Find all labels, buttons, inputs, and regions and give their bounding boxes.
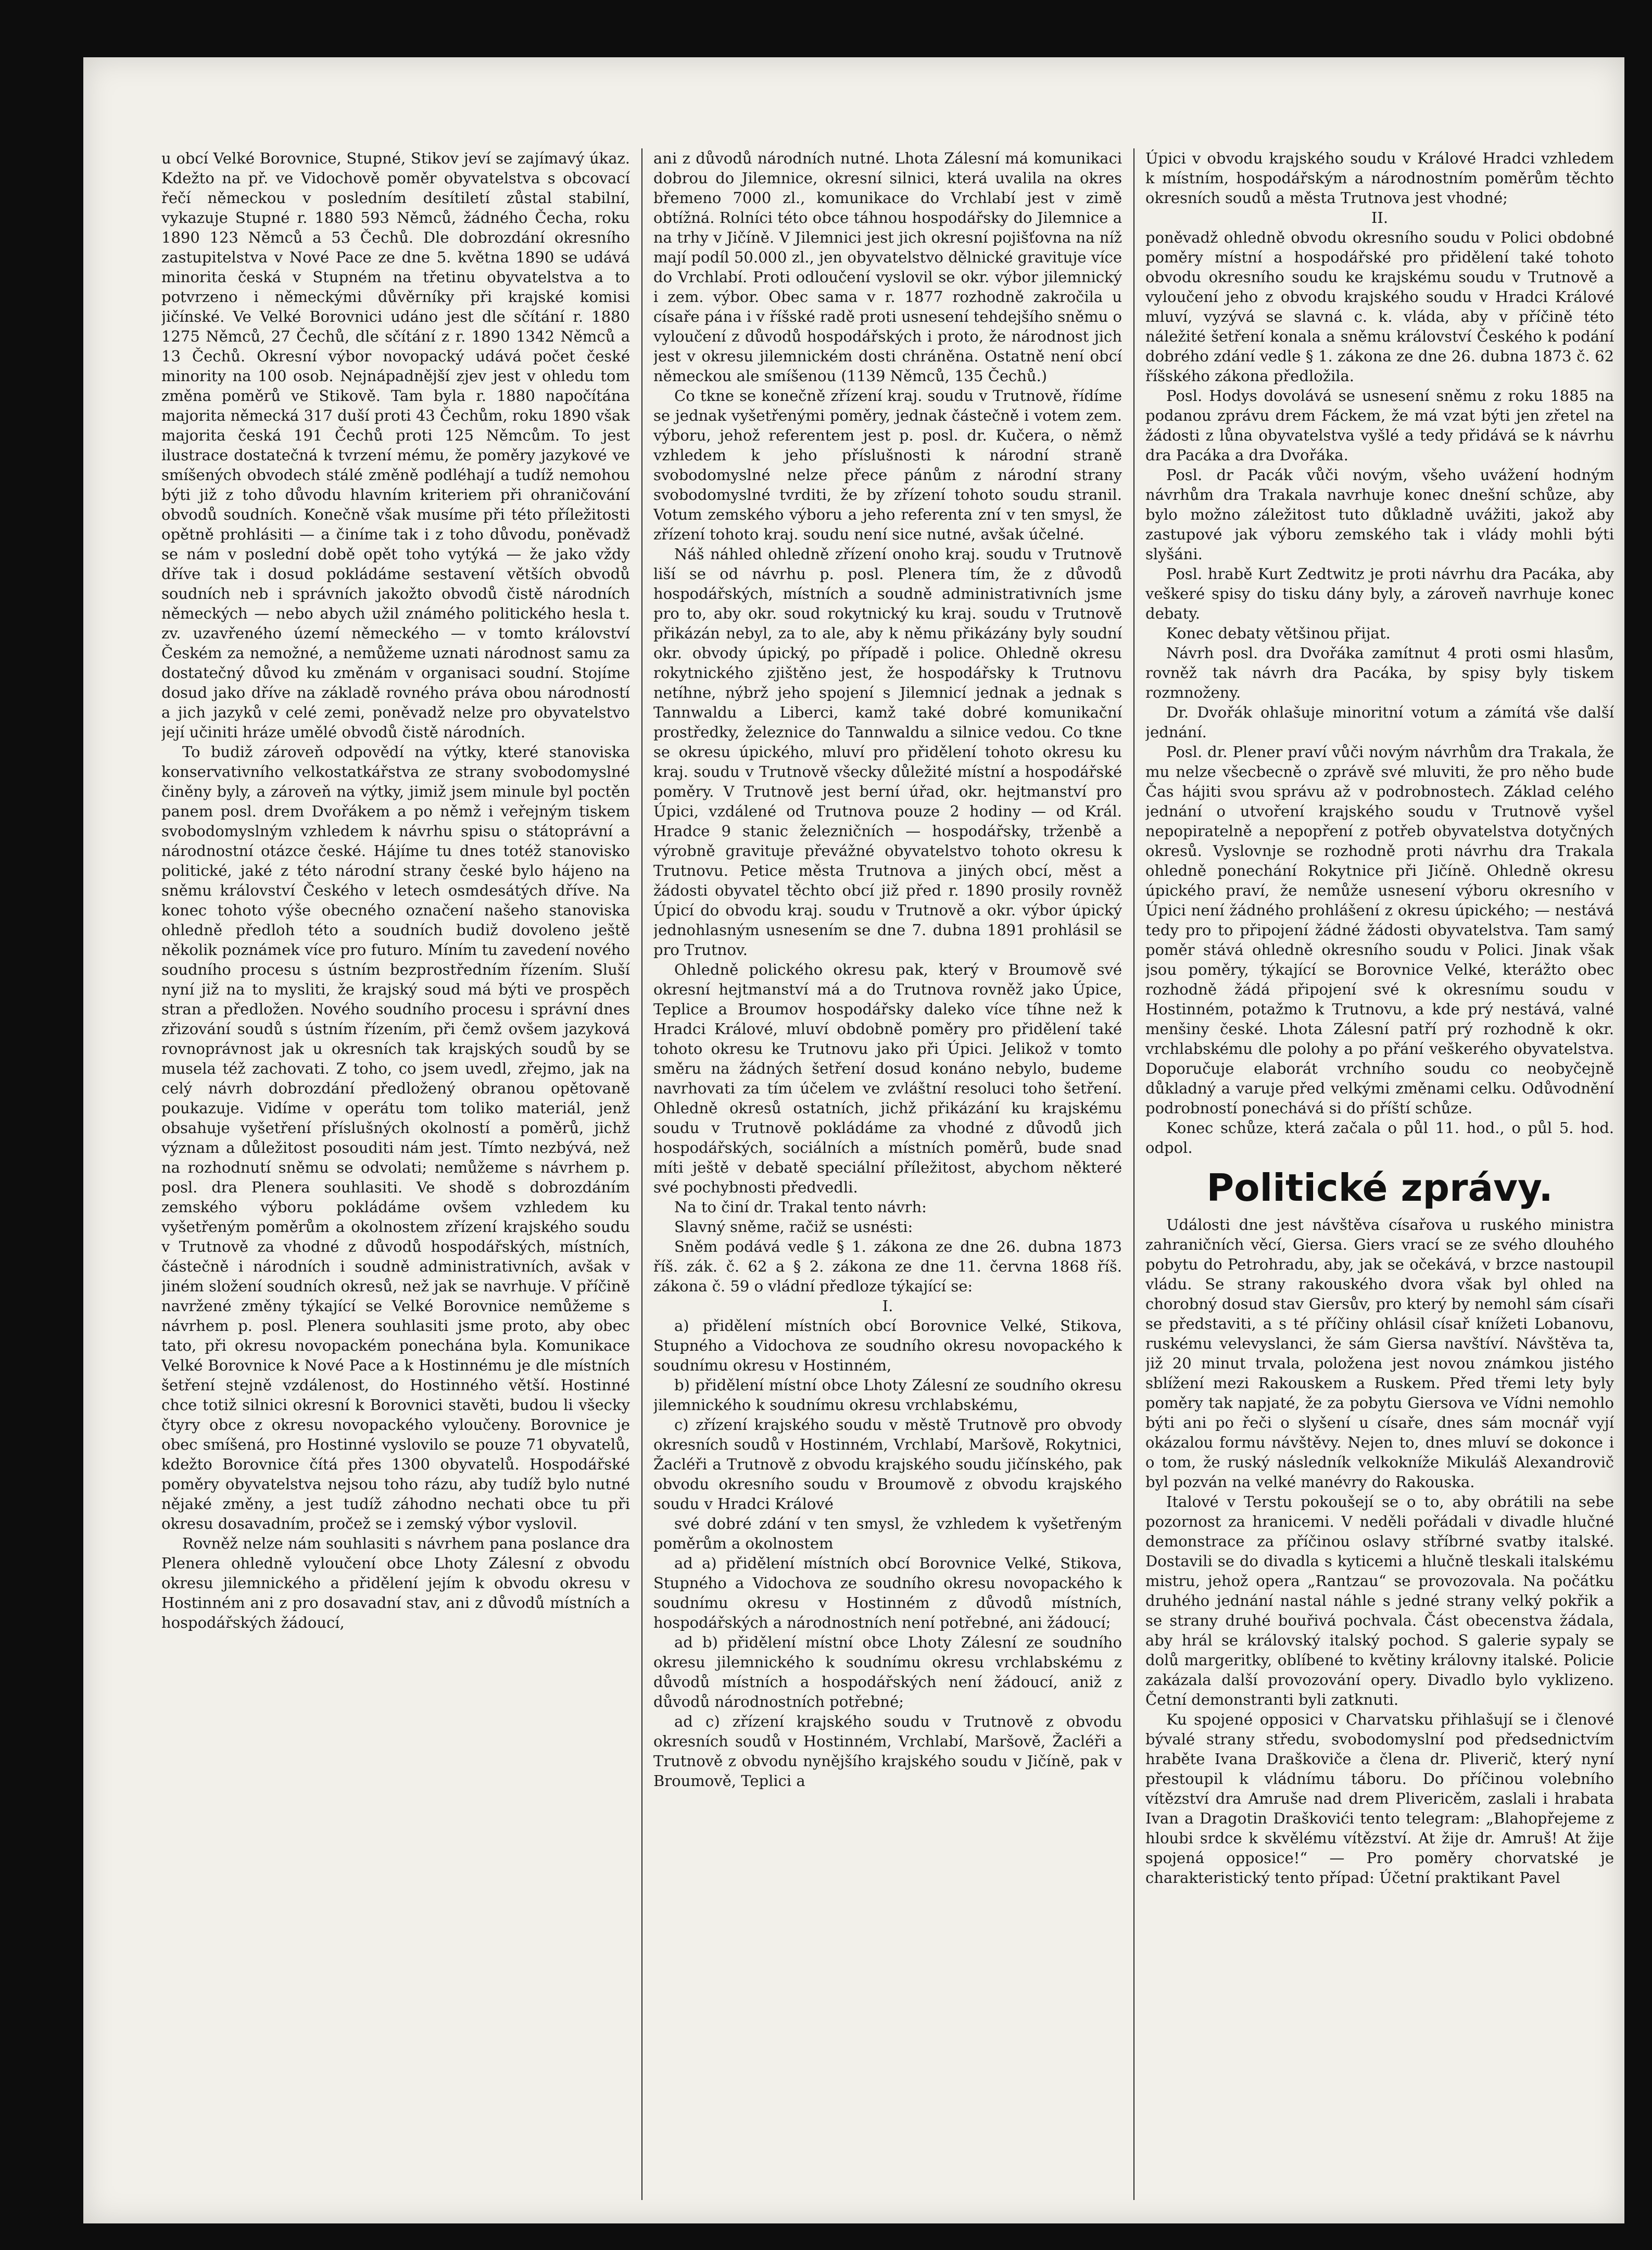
paragraph: ani z důvodů národních nutné. Lhota Zálesní má komunikaci dobrou do Jilemnice, okresní silnici, která uvalila na okres břemeno 7000 zl., komunikace do Vrchlabí jest v zimě obtížná. Rolníci této obce táhnou hospodářsky do Jilemnice a na trhy v Jičíně. V Jilemnici jest jich okresní pojišťovna na níž mají podíl 50.000 zl., jen obyvatelstvo dělnické gravituje více do Vrchlabí. Proti odloučení vyslovil se okr. výbor jilemnický i zem. výbor. Obec sama v r. 1877 rozhodně zakročila u císaře pána i v říšské radě proti usnesení tehdejšího sněmu o vyloučení z důvodů hospodářských i proto, že národnost jich jest v okresu jilemnickém dosti chráněna. Ostatně není obcí německou ale smíšenou (1139 Němců, 135 Čechů.)	[653, 149, 1122, 385]
section-headline: Politické zprávy.	[1206, 1166, 1553, 1210]
column-rule	[641, 148, 642, 2200]
paragraph: Posl. dr. Plener praví vůči novým návrhům dra Trakala, že mu nelze všecbecně o zprávě své mluviti, že pro něho bude Čas hájiti svou správu až v podrobnostech. Základ celého jednání o utvoření krajského soudu v Trutnově vyšel nepopiratelně a nepopření z potřeb obyvatelstva dotyčných okresů. Vyslovnje se rozhodně proti návrhu dra Trakala ohledně ponechání Rokytnice při Jičíně. Ohledně okresu úpického praví, že nemůže usnesení výboru okresního v Úpici není žádného prohlášení z okresu úpického; — nestává tedy pro to připojení žádné žádosti obyvatelstva. Tam samý poměr stává ohledně okresního soudu v Polici. Jinak však jsou poměry, týkající se Borovnice Velké, kterážto obec rozhodně žádá připojení své k okresnímu soudu v Hostinném, potažmo k Trutnovu, a kde prý nestává, valné menšiny české. Lhota Zálesní patří prý rozhodně k okr. vrchlabskému dle polohy a po přání veškerého obyvatelstva. Doporučuje elaborát vrchního soudu co neobyčejně důkladný a varuje před velkými změnami celku. Odůvodnění podrobností ponechává si do příští schůze.	[1145, 743, 1614, 1117]
paragraph: ad b) přidělení místní obce Lhoty Zálesní ze soudního okresu jilemnického k soudnímu okresu vrchlabskému z důvodů místních a hospodářských není žádoucí, aniž z důvodů národnostních potřebné;	[653, 1633, 1122, 1711]
paragraph: Ohledně polického okresu pak, který v Broumově své okresní hejtmanství má a do Trutnova rovněž jako Úpice, Teplice a Broumov hospodářsky daleko více tíhne než k Hradci Králové, mluví obdobně poměry pro přidělení také tohoto okresu ke Trutnovu jako při Úpici. Jelikož v tomto směru na žádných šetření dosud konáno nebylo, budeme navrhovati za tím účelem ve zvláštní resoluci toho šetření. Ohledně okresů ostatních, jichž přikázání ku krajskému soudu v Trutnově pokládáme za vhodné z důvodů jich hospodářských, sociálních a místních poměrů, bude snad míti ještě v debatě speciální příležitost, abychom některé své pochybnosti předvedli.	[653, 961, 1122, 1196]
paragraph: Náš náhled ohledně zřízení onoho kraj. soudu v Trutnově liší se od návrhu p. posl. Plenera tím, že z důvodů hospodářských, místních a soudně administrativních jsme pro to, aby okr. soud rokytnický ku kraj. soudu v Trutnově přikázán nebyl, za to ale, aby k němu přikázány byly soudní okr. obvody úpický, po případě i police. Ohledně okresu rokytnického zjištěno jest, že hospodářsky k Trutnovu netíhne, nýbrž jeho spojení s Jilemnicí jednak a jednak s Tannwaldu a Liberci, kamž také dobré komunikační prostředky, železnice do Tannwaldu a silnice vedou. Co tkne se okresu úpického, mluví pro přidělení tohoto okresu ku kraj. soudu v Trutnově všecky důležité místní a hospodářské poměry. V Trutnově jest berní úřad, okr. hejtmanství pro Úpici, vzdálené od Trutnova pouze 2 hodiny — od Král. Hradce 9 stanic železničních — hospodářsky, trženbě a výrobně gravituje převážné obyvatelstvo tohoto okresu k Trutnovu. Petice města Trutnova a jiných obcí, měst a žádosti obyvatel těchto obcí již před r. 1890 prosily rovněž Úpicí do obvodu kraj. soudu v Trutnově a okr. výbor úpický jednohlasným usnesením se dne 7. dubna 1891 prohlásil se pro Trutnov.	[653, 545, 1122, 959]
paragraph: ad c) zřízení krajského soudu v Trutnově z obvodu okresních soudů v Hostinném, Vrchlabí, Maršově, Žacléři a Trutnově z obvodu nynějšího krajského soudu v Jičíně, pak v Broumově, Teplici a	[653, 1713, 1122, 1790]
paragraph: Posl. dr Pacák vůči novým, všeho uvážení hodným návrhům dra Trakala navrhuje konec dnešní schůze, aby bylo možno záležitost tuto důkladně uvážiti, jakož aby zastupové jak výboru zemského tak i vlády mohli býti slyšáni.	[1145, 466, 1614, 563]
paragraph: Posl. Hodys dovolává se usnesení sněmu z roku 1885 na podanou zprávu drem Fáckem, že má vzat býti jen zřetel na žádosti z lůna obyvatelstva vyšlé a tedy přidává se k návrhu dra Pacáka a dra Dvořáka.	[1145, 387, 1614, 464]
paragraph: Italové v Terstu pokoušejí se o to, aby obrátili na sebe pozornost za hranicemi. V neděli pořádali v divadle hlučné demonstrace za příčinou oslavy stříbrné svatby italské. Dostavili se do divadla s kyticemi a hlučně tleskali italskému mistru, jehož opera „Rantzau“ se provozovala. Na počátku druhého jednání nastal náhle s jedné strany velký pokřik a se strany druhé bouřivá pochvala. Část obecenstva žádala, aby hrál se královský italský pochod. S galerie sypaly se dolů margeritky, oblíbené to květiny královny italské. Policie zakázala další provozování opery. Divadlo bylo vyklizeno. Četní demonstranti byli zatknuti.	[1145, 1493, 1614, 1708]
paragraph: Ku spojené opposici v Charvatsku přihlašují se i členové bývalé strany středu, svobodomyslní pod předsednictvím hraběte Ivana Draškoviče a člena dr. Pliverič, který nyní přestoupil k vládnímu táboru. Do příčinou volebního vítězství dra Amruše nad drem Plivericěm, zaslali i hrabata Ivan a Dragotin Draškovići tento telegram: „Blahopřejeme z hloubi srdce k skvělému vítězství. At žije dr. Amruš! At žije spojená opposice!“ — Pro poměry chorvatské je charakteristický tento případ: Účetní praktikant Pavel	[1145, 1711, 1614, 1887]
paragraph: c) zřízení krajského soudu v městě Trutnově pro obvody okresních soudů v Hostinném, Vrchlabí, Maršově, Rokytnici, Žacléři a Trutnově z obvodu krajského soudu jičínského, pak obvodu okresního soudu v Broumově z obvodu krajského soudu v Hradci Králové	[653, 1416, 1122, 1513]
paragraph: Konec debaty většinou přijat.	[1166, 624, 1391, 642]
paragraph: ad a) přidělení místních obcí Borovnice Velké, Stikova, Stupného a Vidochova ze soudního okresu novopackého k soudnímu okresu v Hostinném z důvodů místních, hospodářských a národnostních není potřebné, ani žádoucí;	[653, 1554, 1122, 1631]
section-numeral: II.	[1371, 209, 1389, 227]
paragraph: u obcí Velké Borovnice, Stupné, Stikov jeví se zajímavý úkaz. Kdežto na př. ve Vidochově poměr obyvatelstva s obcovací řečí německou v posledním desítiletí zůstal stabilní, vykazuje Stupné r. 1880 593 Němců, žádného Čecha, roku 1890 123 Němců a 53 Čechů. Dle dobrozdání okresního zastupitelstva v Nové Pace ze dne 5. května 1890 se udává minorita česká v Stupném na třetinu obyvatelstva a to potvrzeno i německými důvěrníky při krajské komisi jičínské. Ve Velké Borovnici udáno jest dle sčítání r. 1880 1275 Němců, 27 Čechů, dle sčítání z r. 1890 1342 Němců a 13 Čechů. Okresní výbor novopacký udává počet české minority na 100 osob. Nejnápadnější zjev jest v ohledu tom změna poměrů ve Stikově. Tam byla r. 1880 napočítána majorita německá 317 duší proti 43 Čechům, roku 1890 však majorita česká 191 Čechů proti 125 Němcům. To jest ilustrace dostatečná k tvrzení mému, že poměry jazykové ve smíšených obvodech stálé změně podléhají a tudíž nemohou býti již z toho důvodu hlavním kriteriem při ohraničování obvodů soudních. Konečně však musíme při této příležitosti opětně prohlásiti — a činíme tak i z toho důvodu, poněvadž se nám v poslední době opět toho vytýká — že jako vždy dříve tak i dosud pokládáme sestavení větších obvodů soudních neb i správních jakožto obvodů čistě národních německých — nebo abych užil známého politického hesla t. zv. uzavřeného území německého — v tomto království Českém za nemožné, a nemůžeme uznati národnost samu za dostatečný důvod ku změnám v organisaci soudní. Stojíme dosud jako dříve na základě rovného práva obou národností a jich jazyků v celé zemi, poněvadž nelze pro obyvatelstvo její učiniti hráze umělé obvodů čistě národních.	[161, 149, 630, 741]
paragraph: b) přidělení místní obce Lhoty Zálesní ze soudního okresu jilemnického k soudnímu okresu vrchlabskému,	[653, 1376, 1122, 1414]
paragraph: poněvadž ohledně obvodu okresního soudu v Polici obdobné poměry místní a hospodářské pro přidělení také tohoto obvodu okresního soudu ke krajskému soudu v Trutnově a vyloučení jeho z obvodu krajského soudu v Hradci Králové mluví, vyzývá se slavná c. k. vláda, aby v příčině této náležité šetření konala a sněmu království Českého k podání dobrého zdání vedle § 1. zákona ze dne 26. dubna 1873 č. 62 říšského zákona předložila.	[1145, 229, 1614, 385]
paragraph: To budiž zároveň odpovědí na výtky, které stanoviska konservativního velkostatkářstva ze strany svobodomyslné činěny byly, a zároveň na výtky, jimiž jsem minule byl poctěn panem posl. drem Dvořákem a po němž i veřejným tiskem svobodomyslným vzhledem k návrhu spisu o státoprávní a národnostní otázce české. Hájíme tu dnes totéž stanovisko politické, jaké z této národní strany české bylo hájeno na sněmu království Českého v letech osmdesátých dříve. Na konec tohoto výše obecného označení našeho stanoviska ohledně předloh této a soudních budiž dovoleno ještě několik poznámek více pro futuro. Míním tu zavedení nového soudního procesu s ústním bezprostředním řízením. Sluší nyní již na to mysliti, že krajský soud má býti ve prospěch stran a předložen. Nového soudního procesu i správní dnes zřizování soudů s ústním řízením, při čemž ovšem jazyková rovnoprávnost jak u okresních tak krajských soudů by se musela též zachovati. Z toho, co jsem uvedl, zřejmo, jak na celý návrh dobrozdání předložený obranou opětovaně poukazuje. Vidíme v operátu tom toliko materiál, jenž obsahuje vyšetření příslušných okolností a poměrů, jichž význam a důležitost posouditi nám jest. Tímto nezbývá, než na rozhodnutí sněmu se odvolati; nemůžeme s návrhem p. posl. dra Plenera souhlasiti. Ve shodě s dobrozdáním zemského výboru pokládáme ovšem vzhledem ku vyšetřeným poměrům a okolnostem zřízení krajského soudu v Trutnově za vhodné z důvodů hospodářských, místních, částečně i národních i soudně administrativních, avšak v jiném složení soudních okresů, než jak se navrhuje. V příčině navržené změny týkající se Velké Borovnice nemůžeme s návrhem p. posl. Plenera souhlasiti jsme proto, aby obec tato, při okresu novopackém ponechána byla. Komunikace Velké Borovnice k Nové Pace a k Hostinnému je dle místních šetření stejně vzdálenost, do Hostinného větší. Hostinné chce totiž silnici okresní k Borovnici stavěti, budou li všecky čtyry obce z okresu novopackého vyloučeny. Borovnice je obec smíšená, pro Hostinné vyslovilo se pouze 71 obyvatelů, kdežto Borovnice čítá přes 1300 obyvatelů. Hospodářské poměry obyvatelstva nejsou toho rázu, aby tudíž bylo nutné nějaké změny, a jest tudíž záhodno nechati obce tu při okresu dosavadním, pročež se i zemský výbor vyslovil.	[161, 743, 630, 1532]
column-rule	[1133, 148, 1134, 2200]
paragraph: Události dne jest návštěva císařova u ruského ministra zahraničních věcí, Giersa. Giers vrací se ze svého dlouhého pobytu do Petrohradu, aby, jak se očekává, v brzce nastoupil vládu. Se strany rakouského dvora však byl ohled na chorobný dosud stav Giersův, pro který by nemohl sám císaři se představiti, a s té příčiny ohlásil císař knížeti Lobanovu, ruskému velevyslanci, že sám Giersa navštíví. Návštěva ta, již 20 minut trvala, položena jest novou známkou jistého sblížení mezi Rakouskem a Ruskem. Před třemi lety byly poměry tak napjaté, že za pobytu Giersova ve Vídni nemohlo býti ani po řeči o slyšení u císaře, dnes sám mocnář vyjí okázalou formu návštěvy. Nejen to, dnes mluví se dokonce i o tom, že ruský následník velkokníže Mikuláš Alexandrovič byl pozván na velké manévry do Rakouska.	[1145, 1216, 1614, 1491]
paragraph: a) přidělení místních obcí Borovnice Velké, Stikova, Stupného a Vidochova ze soudního okresu novopackého k soudnímu okresu v Hostinném,	[653, 1317, 1122, 1374]
text-column-2	[653, 148, 1122, 2200]
newspaper-page	[83, 57, 1624, 2223]
paragraph: Sněm podává vedle § 1. zákona ze dne 26. dubna 1873 říš. zák. č. 62 a § 2. zákona ze dne 11. června 1868 říš. zákona č. 59 o vládní předloze týkající se:	[653, 1238, 1122, 1295]
paragraph: Na to činí dr. Trakal tento návrh:	[674, 1198, 927, 1216]
text-column-3	[1145, 148, 1614, 2200]
paragraph: Návrh posl. dra Dvořáka zamítnut 4 proti osmi hlasům, rovněž tak návrh dra Pacáka, by spisy byly tiskem rozmnoženy.	[1145, 644, 1614, 701]
paragraph: Úpici v obvodu krajského soudu v Králové Hradci vzhledem k místním, hospodářským a národnostním poměrům těchto okresních soudů a města Trutnova jest vhodné;	[1145, 149, 1614, 207]
paragraph: Dr. Dvořák ohlašuje minoritní votum a zámítá vše další jednání.	[1145, 703, 1614, 741]
paragraph: Rovněž nelze nám souhlasiti s návrhem pana poslance dra Plenera ohledně vyloučení obce Lhoty Zálesní z obvodu okresu jilemnického a přidělení jejím k obvodu okresu v Hostinném ani z pro dosavadní stav, ani z důvodů místních a hospodářských žádoucí,	[161, 1535, 630, 1631]
paragraph: své dobré zdání v ten smysl, že vzhledem k vyšetřeným poměrům a okolnostem	[653, 1515, 1122, 1552]
paragraph: Co tkne se konečně zřízení kraj. soudu v Trutnově, řídíme se jednak vyšetřenými poměry, jednak částečně i votem zem. výboru, jehož referentem jest p. posl. dr. Kučera, o němž vzhledem k jeho příslušnosti k národní straně svobodomyslné nelze přece pánům z národní strany svobodomyslné tvrditi, že by zřízení tohoto soudu stranil. Votum zemského výboru a jeho referenta zní v ten smysl, že zřízení tohoto kraj. soudu není sice nutné, avšak účelné.	[653, 387, 1122, 543]
paragraph: Posl. hrabě Kurt Zedtwitz je proti návrhu dra Pacáka, aby veškeré spisy do tisku dány byly, a zároveň navrhuje konec debaty.	[1145, 565, 1614, 622]
text-column-1	[161, 148, 630, 2200]
paragraph: Konec schůze, která začala o půl 11. hod., o půl 5. hod. odpol.	[1145, 1119, 1614, 1157]
paragraph: Slavný sněme, račiž se usnésti:	[674, 1218, 913, 1236]
section-numeral: I.	[882, 1297, 893, 1315]
